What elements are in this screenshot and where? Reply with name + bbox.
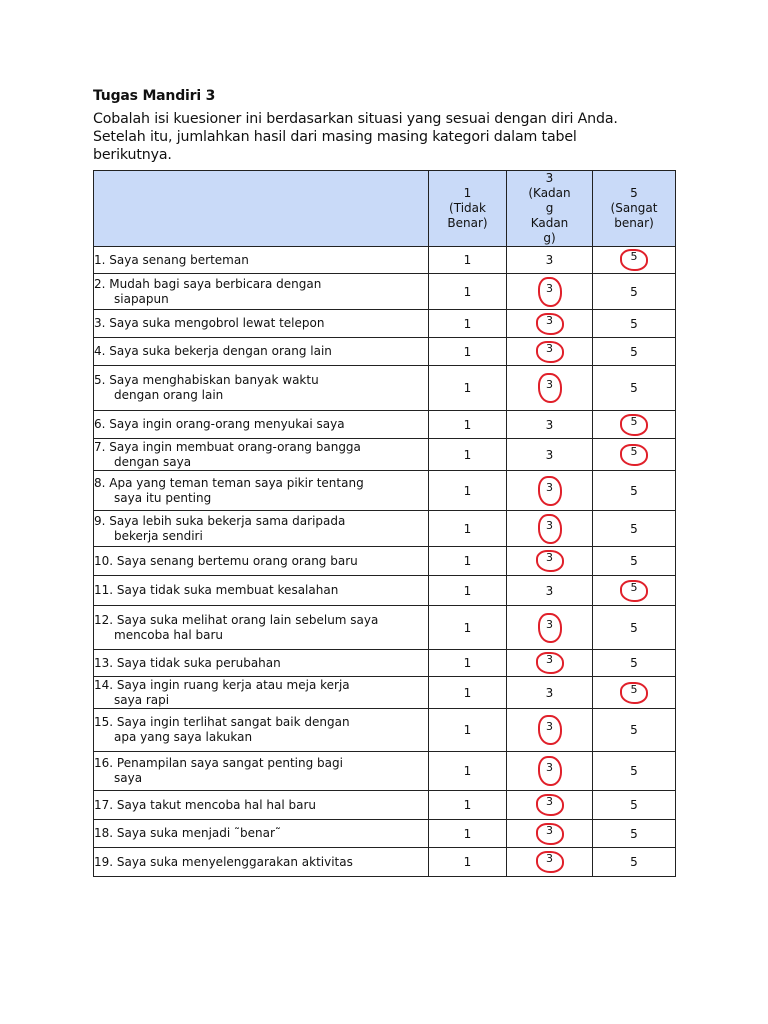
statement-cell — [94, 791, 429, 820]
instructions — [93, 110, 673, 164]
score-cell-c1[interactable] — [429, 439, 507, 471]
score-value: 3 — [546, 653, 553, 666]
score-cell-c5[interactable] — [593, 606, 676, 650]
score-value: 1 — [463, 723, 472, 737]
score-cell-c3[interactable] — [507, 310, 593, 338]
statement-line: 7. Saya ingin membuat orang-orang bangga — [94, 439, 361, 454]
score-value: 1 — [463, 826, 472, 841]
score-value: 3 — [546, 480, 553, 494]
score-value: 5 — [630, 798, 638, 812]
table-row — [94, 606, 676, 650]
score-cell-c1[interactable] — [429, 310, 507, 338]
table-row — [94, 411, 676, 439]
score-cell-c5[interactable] — [593, 471, 676, 511]
header-line: g — [545, 201, 554, 215]
table-row — [94, 274, 676, 310]
table-row — [94, 752, 676, 791]
header-tidak-benar — [429, 171, 507, 247]
statement-line: 10. Saya senang bertemu orang orang baru — [94, 553, 358, 568]
score-cell-c1[interactable] — [429, 366, 507, 411]
statement-cell — [94, 709, 429, 752]
score-cell-c5[interactable] — [593, 511, 676, 547]
statement-cell — [94, 752, 429, 791]
score-cell-c3[interactable] — [507, 606, 593, 650]
score-value: 1 — [463, 417, 472, 432]
score-value: 3 — [545, 253, 554, 267]
statement-cell — [94, 411, 429, 439]
score-value: 5 — [630, 344, 638, 359]
score-cell-c5[interactable] — [593, 310, 676, 338]
score-cell-c3[interactable] — [507, 677, 593, 709]
statement-line: apa yang saya lakukan — [114, 730, 253, 744]
score-cell-c1[interactable] — [429, 274, 507, 310]
score-value: 5 — [630, 826, 638, 841]
score-cell-c5[interactable] — [593, 411, 676, 439]
statement-line: 6. Saya ingin orang-orang menyukai saya — [94, 417, 345, 431]
score-cell-c5[interactable] — [593, 338, 676, 366]
score-cell-c1[interactable] — [429, 338, 507, 366]
score-value: 3 — [545, 583, 554, 598]
statement-line: 8. Apa yang teman teman saya pikir tentang — [94, 475, 364, 490]
score-cell-c1[interactable] — [429, 709, 507, 752]
statement-line: 5. Saya menghabiskan banyak waktu — [94, 373, 319, 387]
statement-cell — [94, 310, 429, 338]
statement-line: saya rapi — [114, 692, 170, 707]
score-value: 5 — [630, 444, 638, 458]
score-value: 5 — [630, 381, 638, 395]
statement-line: 1. Saya senang berteman — [94, 252, 249, 267]
score-value: 3 — [546, 378, 553, 391]
score-value: 1 — [463, 798, 472, 812]
score-value: 5 — [630, 580, 638, 594]
statement-line: mencoba hal baru — [114, 627, 224, 642]
score-value: 5 — [630, 682, 638, 696]
score-cell-c5[interactable] — [593, 274, 676, 310]
statement-cell — [94, 547, 429, 576]
statement-cell — [94, 439, 429, 471]
statement-line: 13. Saya tidak suka perubahan — [94, 655, 281, 670]
score-value: 3 — [546, 823, 553, 837]
score-value: 1 — [463, 447, 472, 462]
statement-cell — [94, 338, 429, 366]
score-value: 1 — [463, 253, 472, 267]
header-line: 3 — [545, 171, 554, 185]
instruction-line: Cobalah isi kuesioner ini berdasarkan situasi yang sesuai dengan diri Anda. — [93, 111, 618, 127]
score-value: 1 — [463, 483, 472, 498]
score-cell-c5[interactable] — [593, 576, 676, 606]
score-cell-c1[interactable] — [429, 471, 507, 511]
score-cell-c1[interactable] — [429, 791, 507, 820]
header-line: benar) — [614, 216, 654, 230]
table-row — [94, 247, 676, 274]
score-value: 3 — [546, 720, 553, 733]
score-value: 3 — [546, 341, 553, 355]
score-value: 5 — [630, 316, 638, 331]
statement-cell — [94, 576, 429, 606]
statement-line: siapapun — [114, 291, 169, 306]
statement-cell — [94, 820, 429, 848]
score-value: 3 — [545, 447, 554, 462]
table-row — [94, 848, 676, 877]
score-value: 3 — [546, 795, 553, 808]
score-value: 1 — [463, 685, 472, 700]
score-cell-c3[interactable] — [507, 848, 593, 877]
instruction-line: berikutnya. — [93, 147, 172, 163]
statement-line: dengan saya — [114, 454, 192, 469]
header-line: (Kadan — [528, 186, 571, 200]
score-value: 5 — [630, 723, 638, 737]
score-cell-c5[interactable] — [593, 820, 676, 848]
statement-line: 2. Mudah bagi saya berbicara dengan — [94, 276, 322, 291]
score-value: 5 — [630, 855, 638, 869]
score-value: 3 — [546, 518, 553, 532]
statement-line: 3. Saya suka mengobrol lewat telepon — [94, 316, 325, 330]
score-value: 3 — [546, 617, 553, 631]
score-cell-c3[interactable] — [507, 511, 593, 547]
header-row — [94, 171, 676, 247]
header-line: 5 — [630, 186, 638, 200]
table-row — [94, 677, 676, 709]
statement-line: 17. Saya takut mencoba hal hal baru — [94, 797, 317, 812]
score-value: 1 — [463, 521, 472, 536]
score-cell-c1[interactable] — [429, 820, 507, 848]
score-cell-c3[interactable] — [507, 471, 593, 511]
questionnaire-body — [94, 247, 676, 877]
statement-cell — [94, 511, 429, 547]
score-value: 5 — [630, 656, 638, 670]
score-cell-c5[interactable] — [593, 752, 676, 791]
table-row — [94, 547, 676, 576]
score-cell-c3[interactable] — [507, 247, 593, 274]
table-row — [94, 338, 676, 366]
score-value: 5 — [630, 483, 638, 498]
statement-line: 15. Saya ingin terlihat sangat baik dengan — [94, 715, 350, 729]
score-cell-c3[interactable] — [507, 791, 593, 820]
score-cell-c3[interactable] — [507, 439, 593, 471]
statement-line: saya — [114, 771, 143, 785]
score-value: 3 — [546, 313, 553, 327]
statement-cell — [94, 274, 429, 310]
statement-line: 9. Saya lebih suka bekerja sama daripada — [94, 513, 346, 528]
statement-header — [94, 171, 429, 247]
table-row — [94, 471, 676, 511]
score-cell-c5[interactable] — [593, 247, 676, 274]
score-cell-c3[interactable] — [507, 338, 593, 366]
page-title: Tugas Mandiri 3 — [93, 88, 216, 104]
table-row — [94, 709, 676, 752]
statement-cell — [94, 471, 429, 511]
score-value: 3 — [545, 417, 554, 432]
score-value: 5 — [630, 764, 638, 778]
score-cell-c1[interactable] — [429, 411, 507, 439]
score-value: 1 — [463, 554, 472, 568]
statement-cell — [94, 677, 429, 709]
score-cell-c3[interactable] — [507, 411, 593, 439]
table-row — [94, 310, 676, 338]
statement-line: 11. Saya tidak suka membuat kesalahan — [94, 583, 339, 597]
statement-line: dengan orang lain — [114, 388, 224, 402]
statement-line: 4. Saya suka bekerja dengan orang lain — [94, 344, 332, 358]
score-cell-c5[interactable] — [593, 547, 676, 576]
score-cell-c1[interactable] — [429, 576, 507, 606]
statement-line: 16. Penampilan saya sangat penting bagi — [94, 756, 343, 770]
score-cell-c5[interactable] — [593, 709, 676, 752]
table-row — [94, 791, 676, 820]
score-value: 1 — [463, 381, 472, 395]
score-cell-c1[interactable] — [429, 511, 507, 547]
score-value: 1 — [463, 284, 472, 299]
table-row — [94, 820, 676, 848]
table-row — [94, 439, 676, 471]
statement-cell — [94, 366, 429, 411]
score-cell-c1[interactable] — [429, 848, 507, 877]
table-row — [94, 511, 676, 547]
statement-line: 12. Saya suka melihat orang lain sebelum saya — [94, 612, 379, 627]
score-cell-c5[interactable] — [593, 650, 676, 677]
instruction-line: Setelah itu, jumlahkan hasil dari masing masing kategori dalam tabel — [93, 129, 577, 145]
score-value: 5 — [630, 620, 638, 635]
score-cell-c3[interactable] — [507, 752, 593, 791]
score-value: 1 — [463, 316, 472, 331]
score-cell-c5[interactable] — [593, 366, 676, 411]
score-cell-c1[interactable] — [429, 650, 507, 677]
score-cell-c5[interactable] — [593, 791, 676, 820]
score-value: 5 — [630, 521, 638, 536]
score-cell-c1[interactable] — [429, 247, 507, 274]
score-cell-c3[interactable] — [507, 709, 593, 752]
score-cell-c5[interactable] — [593, 439, 676, 471]
score-cell-c1[interactable] — [429, 547, 507, 576]
score-value: 1 — [463, 656, 472, 670]
header-line: (Sangat — [610, 201, 658, 215]
statement-cell — [94, 606, 429, 650]
score-cell-c1[interactable] — [429, 677, 507, 709]
table-row — [94, 650, 676, 677]
statement-line: 18. Saya suka menjadi ˜benar˜ — [94, 826, 281, 840]
header-line: Benar) — [447, 216, 488, 230]
score-value: 5 — [630, 414, 638, 428]
statement-line: saya itu penting — [114, 490, 212, 505]
score-value: 3 — [545, 685, 554, 700]
score-cell-c3[interactable] — [507, 576, 593, 606]
score-cell-c3[interactable] — [507, 547, 593, 576]
score-value: 3 — [546, 281, 553, 295]
score-cell-c3[interactable] — [507, 820, 593, 848]
score-cell-c3[interactable] — [507, 274, 593, 310]
header-line: Kadan — [530, 216, 569, 230]
score-value: 5 — [630, 250, 638, 263]
score-cell-c5[interactable] — [593, 677, 676, 709]
score-value: 3 — [546, 852, 553, 865]
score-value: 1 — [463, 583, 472, 598]
score-cell-c5[interactable] — [593, 848, 676, 877]
header-kadang-kadang — [507, 171, 593, 247]
statement-line: 19. Saya suka menyelenggarakan aktivitas — [94, 854, 353, 869]
statement-cell — [94, 247, 429, 274]
header-line: g) — [543, 231, 556, 245]
score-value: 5 — [630, 554, 638, 568]
statement-cell — [94, 650, 429, 677]
header-sangat-benar — [593, 171, 676, 247]
score-cell-c3[interactable] — [507, 366, 593, 411]
questionnaire-table — [93, 170, 676, 877]
score-value: 3 — [546, 551, 553, 564]
statement-line: 14. Saya ingin ruang kerja atau meja kerja — [94, 677, 350, 692]
score-value: 3 — [546, 761, 553, 774]
header-line: (Tidak — [449, 201, 486, 215]
table-row — [94, 366, 676, 411]
score-value: 1 — [463, 764, 472, 778]
score-cell-c1[interactable] — [429, 606, 507, 650]
score-cell-c1[interactable] — [429, 752, 507, 791]
score-value: 1 — [463, 855, 472, 869]
header-line: 1 — [463, 186, 472, 200]
score-value: 1 — [463, 620, 472, 635]
table-row — [94, 576, 676, 606]
score-value: 1 — [463, 344, 472, 359]
statement-line: bekerja sendiri — [114, 528, 203, 543]
statement-cell — [94, 848, 429, 877]
score-cell-c3[interactable] — [507, 650, 593, 677]
score-value: 5 — [630, 284, 638, 299]
